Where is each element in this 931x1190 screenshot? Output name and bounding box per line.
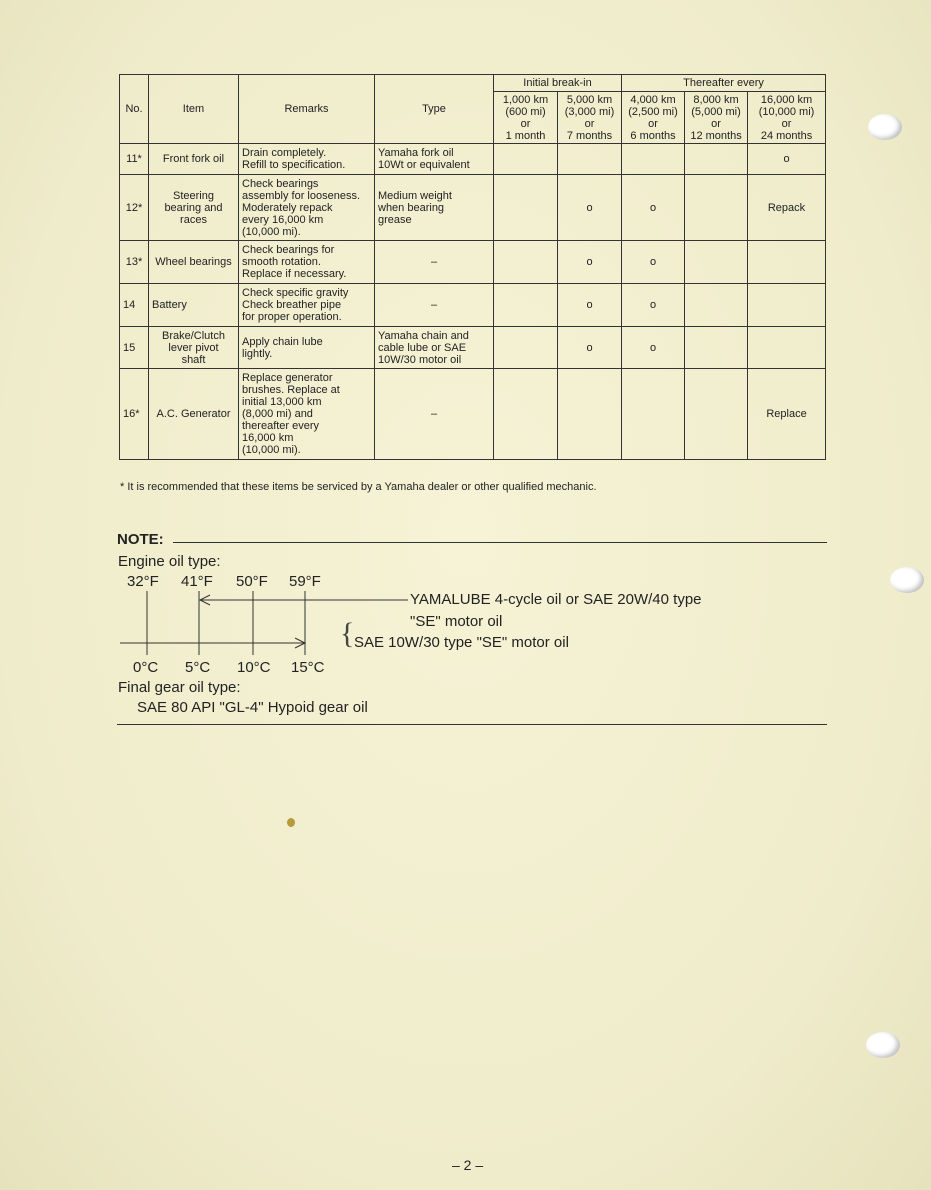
type-line: Medium weight — [378, 189, 452, 202]
cell-mark — [748, 284, 826, 327]
type-line: – — [430, 299, 438, 311]
brace-icon: { — [340, 617, 355, 650]
cell-mark — [685, 327, 748, 369]
interval-line: 1,000 km — [502, 93, 549, 106]
remarks-line: Refill to specification. — [242, 159, 346, 171]
bottom-divider — [117, 724, 827, 725]
cell-type — [375, 369, 494, 460]
interval-header — [622, 92, 685, 144]
item-line: lever pivot — [168, 341, 219, 354]
cell-remarks — [239, 284, 375, 327]
cell-item — [149, 241, 239, 284]
cell-mark: o — [622, 241, 685, 284]
interval-line: 6 months — [630, 129, 676, 142]
cell-mark: Repack — [748, 175, 826, 241]
fahrenheit-label: 59°F — [289, 573, 321, 590]
table-row — [120, 175, 826, 241]
remarks-line: initial 13,000 km — [242, 396, 322, 408]
cell-type — [375, 144, 494, 175]
cell-type — [375, 284, 494, 327]
remarks-line: Replace if necessary. — [242, 268, 347, 280]
table-row — [120, 327, 826, 369]
interval-line: or — [520, 117, 531, 130]
cell-item — [149, 284, 239, 327]
cell-mark — [685, 369, 748, 460]
cell-mark — [748, 327, 826, 369]
remarks-line: (8,000 mi) and — [242, 408, 313, 420]
type-line: cable lube or SAE — [378, 341, 467, 354]
note-divider — [173, 542, 827, 543]
header-thereafter: Thereafter every — [622, 75, 826, 92]
celsius-label: 15°C — [291, 659, 325, 676]
cell-remarks — [239, 327, 375, 369]
remarks-line: lightly. — [242, 347, 273, 360]
page-number: – 2 – — [452, 1157, 484, 1173]
cell-mark — [748, 241, 826, 284]
cell-no: 13* — [120, 241, 149, 284]
interval-line: or — [711, 117, 721, 130]
item-line: A.C. Generator — [156, 408, 231, 420]
cell-mark — [494, 175, 558, 241]
remarks-line: Moderately repack — [242, 201, 333, 214]
type-line: grease — [378, 213, 412, 226]
cell-mark — [622, 144, 685, 175]
cell-mark — [494, 327, 558, 369]
interval-line: 24 months — [760, 129, 813, 142]
cell-item — [149, 327, 239, 369]
remarks-line: (10,000 mi). — [242, 225, 301, 238]
interval-header — [558, 92, 622, 144]
interval-line: 5,000 km — [566, 93, 613, 106]
cell-mark: o — [558, 175, 622, 241]
remarks-line: Check bearings for — [242, 244, 335, 256]
punch-hole-middle — [890, 567, 924, 593]
remarks-line: thereafter every — [242, 420, 320, 432]
cell-mark — [685, 241, 748, 284]
cell-type — [375, 241, 494, 284]
cell-no: 11* — [120, 144, 149, 175]
cell-mark: o — [558, 241, 622, 284]
item-line: Wheel bearings — [155, 256, 232, 268]
item-line: bearing and — [164, 201, 223, 214]
cell-remarks — [239, 369, 375, 460]
item-line: Front fork oil — [162, 153, 225, 165]
interval-header — [748, 92, 826, 144]
header-no: No. — [120, 75, 149, 144]
remarks-line: Replace generator — [242, 372, 333, 384]
interval-line: 8,000 km — [693, 93, 739, 106]
cell-mark: o — [558, 284, 622, 327]
cell-item — [149, 144, 239, 175]
celsius-label: 0°C — [133, 659, 159, 676]
interval-line: (600 mi) — [505, 105, 546, 118]
remarks-line: Drain completely. — [242, 147, 327, 159]
type-line: 10W/30 motor oil — [378, 353, 462, 366]
cell-mark: o — [748, 144, 826, 175]
interval-line: (10,000 mi) — [758, 105, 815, 118]
celsius-label: 10°C — [237, 659, 271, 676]
type-line: Yamaha fork oil — [378, 147, 454, 159]
cell-no: 14 — [120, 284, 149, 327]
cell-mark — [558, 369, 622, 460]
celsius-label: 5°C — [185, 659, 211, 676]
header-initial: Initial break-in — [494, 75, 622, 92]
stain-spot — [287, 818, 295, 827]
remarks-line: 16,000 km — [242, 432, 294, 444]
punch-hole-top — [868, 114, 902, 140]
interval-line: 12 months — [690, 129, 742, 142]
interval-line: (3,000 mi) — [564, 105, 615, 118]
table-row — [120, 284, 826, 327]
oil-option-1: YAMALUBE 4-cycle oil or SAE 20W/40 type — [410, 591, 702, 608]
interval-line: or — [781, 117, 792, 130]
remarks-line: every 16,000 km — [242, 213, 324, 226]
cell-remarks — [239, 175, 375, 241]
header-item: Item — [149, 75, 239, 144]
interval-line: 7 months — [566, 129, 613, 142]
remarks-line: smooth rotation. — [242, 256, 321, 268]
cell-remarks — [239, 241, 375, 284]
cell-mark — [494, 284, 558, 327]
type-line: Yamaha chain and — [378, 329, 469, 342]
cell-mark — [685, 284, 748, 327]
remarks-line: (10,000 mi). — [242, 444, 301, 456]
item-line: Steering — [173, 189, 214, 202]
fahrenheit-label: 41°F — [181, 573, 213, 590]
type-line: when bearing — [378, 201, 445, 214]
table-row — [120, 369, 826, 460]
cell-item — [149, 369, 239, 460]
cell-mark — [494, 241, 558, 284]
cell-mark — [685, 144, 748, 175]
remarks-line: assembly for looseness. — [242, 189, 360, 202]
interval-line: 4,000 km — [630, 93, 676, 106]
item-line: Brake/Clutch — [162, 329, 225, 342]
type-line: – — [430, 408, 438, 420]
cell-no: 12* — [120, 175, 149, 241]
interval-line: (2,500 mi) — [628, 105, 678, 118]
cell-mark: o — [622, 284, 685, 327]
interval-line: or — [584, 117, 595, 130]
item-line: shaft — [181, 353, 206, 366]
type-line: – — [430, 256, 438, 268]
remarks-line: Check breather pipe — [242, 299, 342, 311]
final-gear-label: Final gear oil type: — [118, 679, 241, 696]
remarks-line: brushes. Replace at — [242, 384, 340, 396]
final-gear-value: SAE 80 API "GL-4" Hypoid gear oil — [137, 699, 368, 716]
engine-oil-label: Engine oil type: — [118, 553, 221, 570]
cell-mark — [494, 144, 558, 175]
remarks-line: for proper operation. — [242, 311, 342, 323]
table-row — [120, 144, 826, 175]
interval-header — [685, 92, 748, 144]
cell-no: 16* — [120, 369, 149, 460]
cell-mark: o — [558, 327, 622, 369]
oil-option-2: SAE 10W/30 type "SE" motor oil — [354, 634, 569, 651]
cell-mark: o — [622, 327, 685, 369]
remarks-line: Check specific gravity — [242, 287, 349, 299]
maintenance-table — [119, 74, 826, 460]
cell-mark: Replace — [748, 369, 826, 460]
cell-item — [149, 175, 239, 241]
cell-mark: o — [622, 175, 685, 241]
cell-remarks — [239, 144, 375, 175]
temperature-scale-diagram — [110, 585, 410, 665]
cell-mark — [558, 144, 622, 175]
oil-option-1-cont: "SE" motor oil — [410, 613, 503, 630]
item-line: Battery — [152, 299, 187, 311]
cell-type — [375, 327, 494, 369]
fahrenheit-label: 50°F — [236, 573, 268, 590]
interval-line: 1 month — [505, 129, 546, 142]
interval-line: (5,000 mi) — [691, 105, 741, 118]
interval-line: or — [648, 117, 658, 130]
note-title: NOTE: — [117, 531, 164, 548]
header-type: Type — [375, 75, 494, 144]
cell-mark — [622, 369, 685, 460]
remarks-line: Check bearings — [242, 177, 319, 190]
interval-header — [494, 92, 558, 144]
cell-mark — [494, 369, 558, 460]
punch-hole-bottom — [866, 1032, 900, 1058]
interval-line: 16,000 km — [760, 93, 813, 106]
type-line: 10Wt or equivalent — [378, 159, 470, 171]
footnote: * It is recommended that these items be serviced by a Yamaha dealer or other qualified mechanic. — [120, 481, 597, 493]
cell-no: 15 — [120, 327, 149, 369]
item-line: races — [180, 213, 207, 226]
cell-mark — [685, 175, 748, 241]
table-row — [120, 241, 826, 284]
header-remarks: Remarks — [239, 75, 375, 144]
fahrenheit-label: 32°F — [127, 573, 159, 590]
cell-type — [375, 175, 494, 241]
remarks-line: Apply chain lube — [242, 335, 323, 348]
